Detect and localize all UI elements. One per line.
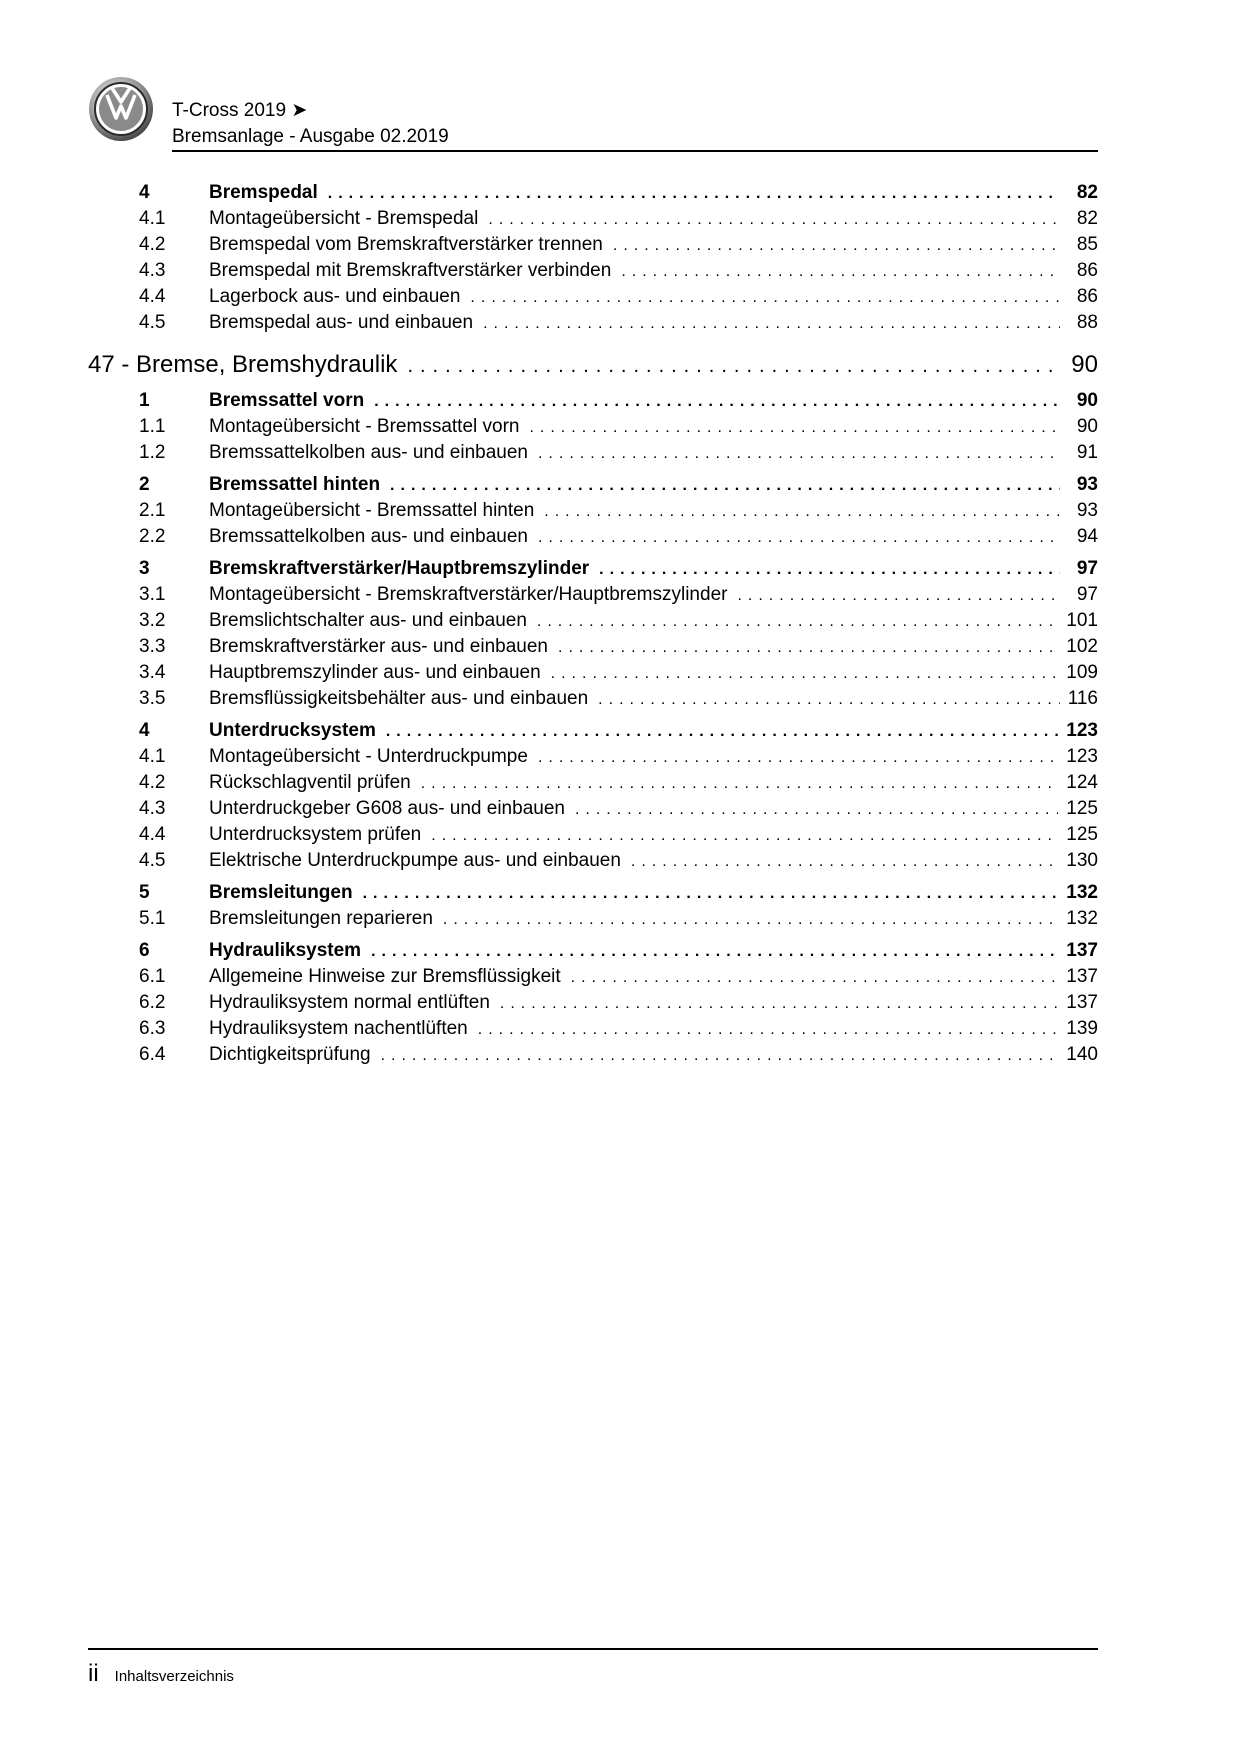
toc-page-number: 97 [1076, 584, 1098, 605]
toc-leader-dots [529, 415, 1060, 441]
toc-entry[interactable] [88, 660, 1098, 686]
toc-entry[interactable] [88, 284, 1098, 310]
toc-number: 5 [139, 882, 150, 903]
toc-number: 4 [139, 182, 150, 203]
toc-page-number: 82 [1076, 208, 1098, 229]
toc-leader-dots [421, 771, 1059, 797]
toc-title: Bremsleitungen [209, 882, 353, 903]
toc-title: Montageübersicht - Bremssattel hinten [209, 500, 535, 521]
toc-leader-dots [538, 745, 1058, 771]
toc-leader-dots [571, 965, 1059, 991]
toc-number: 1.2 [139, 442, 166, 463]
toc-leader-dots [598, 687, 1060, 713]
toc-page-number: 123 [1066, 746, 1098, 767]
toc-leader-dots [381, 1043, 1059, 1069]
toc-entry[interactable] [88, 964, 1098, 990]
toc-title: Rückschlagventil prüfen [209, 772, 411, 793]
toc-page-number: 137 [1066, 966, 1098, 987]
toc-number: 4.5 [139, 850, 166, 871]
toc-page-number: 139 [1066, 1018, 1098, 1039]
toc-title: Bremsflüssigkeitsbehälter aus- und einbauen [209, 688, 589, 709]
toc-title: Hauptbremszylinder aus- und einbauen [209, 662, 541, 683]
toc-entry[interactable] [88, 608, 1098, 634]
header-model: T-Cross 2019 ➤ [172, 100, 308, 121]
toc-section[interactable] [88, 556, 1098, 582]
toc-number: 3.2 [139, 610, 166, 631]
toc-leader-dots [431, 823, 1058, 849]
toc-title: Unterdruckgeber G608 aus- und einbauen [209, 798, 565, 819]
toc-title: Montageübersicht - Unterdruckpumpe [209, 746, 528, 767]
toc-title: Bremspedal aus- und einbauen [209, 312, 474, 333]
toc-entry[interactable] [88, 414, 1098, 440]
toc-page-number: 125 [1066, 798, 1098, 819]
toc-entry[interactable] [88, 634, 1098, 660]
toc-leader-dots [363, 881, 1059, 907]
toc-section[interactable] [88, 938, 1098, 964]
toc-leader-dots [407, 349, 1060, 383]
toc-leader-dots [599, 557, 1060, 583]
toc-entry[interactable] [88, 1042, 1098, 1068]
toc-entry[interactable] [88, 440, 1098, 466]
toc-number: 4.2 [139, 234, 166, 255]
toc-number: 3.4 [139, 662, 166, 683]
header-manual-title: Bremsanlage - Ausgabe 02.2019 [172, 126, 449, 147]
toc-number: 1.1 [139, 416, 166, 437]
toc-title: Hydrauliksystem nachentlüften [209, 1018, 468, 1039]
toc-title: Bremskraftverstärker aus- und einbauen [209, 636, 548, 657]
toc-title: Hydrauliksystem normal entlüften [209, 992, 490, 1013]
toc-number: 5.1 [139, 908, 166, 929]
toc-title: Montageübersicht - Bremspedal [209, 208, 479, 229]
toc-title: Bremssattelkolben aus- und einbauen [209, 442, 528, 463]
toc-page-number: 102 [1066, 636, 1098, 657]
footer-divider [88, 1648, 1098, 1650]
toc-leader-dots [470, 285, 1060, 311]
toc-title: 47 - Bremse, Bremshydraulik [88, 351, 398, 378]
toc-title: Montageübersicht - Bremssattel vorn [209, 416, 520, 437]
toc-leader-dots [374, 389, 1060, 415]
toc-page-number: 101 [1066, 610, 1098, 631]
toc-entry[interactable] [88, 206, 1098, 232]
toc-title: Bremslichtschalter aus- und einbauen [209, 610, 527, 631]
toc-leader-dots [558, 635, 1058, 661]
toc-number: 1 [139, 390, 150, 411]
toc-entry[interactable] [88, 310, 1098, 336]
toc-page-number: 86 [1076, 286, 1098, 307]
toc-entry[interactable] [88, 770, 1098, 796]
toc-leader-dots [538, 441, 1060, 467]
toc-entry[interactable] [88, 686, 1098, 712]
toc-title: Bremssattel vorn [209, 390, 365, 411]
toc-number: 2 [139, 474, 150, 495]
toc-leader-dots [551, 661, 1059, 687]
toc-page-number: 140 [1066, 1044, 1098, 1065]
toc-leader-dots [575, 797, 1058, 823]
toc-number: 6.1 [139, 966, 166, 987]
toc-page-number: 93 [1076, 500, 1098, 521]
toc-title: Bremssattel hinten [209, 474, 381, 495]
toc-number: 3 [139, 558, 150, 579]
toc-number: 6.4 [139, 1044, 166, 1065]
toc-section[interactable] [88, 718, 1098, 744]
toc-page-number: 94 [1076, 526, 1098, 547]
header-text [172, 98, 449, 150]
toc-number: 4.3 [139, 798, 166, 819]
page-header [88, 66, 1098, 152]
toc-title: Elektrische Unterdruckpumpe aus- und einbauen [209, 850, 621, 871]
toc-chapter[interactable] [88, 348, 1098, 382]
toc-entry[interactable] [88, 744, 1098, 770]
toc-page-number: 124 [1066, 772, 1098, 793]
toc-number: 6 [139, 940, 150, 961]
toc-page-number: 109 [1066, 662, 1098, 683]
toc-leader-dots [621, 259, 1060, 285]
toc-number: 4.4 [139, 824, 166, 845]
toc-page-number: 90 [1071, 351, 1098, 378]
table-of-contents [88, 180, 1098, 1068]
toc-title: Bremskraftverstärker/Hauptbremszylinder [209, 558, 590, 579]
toc-entry[interactable] [88, 796, 1098, 822]
toc-entry[interactable] [88, 582, 1098, 608]
toc-number: 4.1 [139, 746, 166, 767]
toc-number: 4.5 [139, 312, 166, 333]
toc-leader-dots [631, 849, 1058, 875]
toc-entry[interactable] [88, 232, 1098, 258]
footer-page-number: ii [88, 1660, 99, 1687]
toc-page-number: 86 [1076, 260, 1098, 281]
toc-leader-dots [371, 939, 1058, 965]
toc-title: Unterdrucksystem [209, 720, 376, 741]
page-footer [88, 1648, 1098, 1688]
toc-leader-dots [386, 719, 1058, 745]
toc-leader-dots [478, 1017, 1059, 1043]
toc-number: 2.1 [139, 500, 166, 521]
toc-entry[interactable] [88, 524, 1098, 550]
toc-title: Montageübersicht - Bremskraftverstärker/Hauptbremszylinder [209, 584, 728, 605]
toc-leader-dots [328, 181, 1060, 207]
toc-leader-dots [538, 525, 1060, 551]
toc-page-number: 88 [1076, 312, 1098, 333]
header-divider [172, 150, 1098, 152]
toc-entry[interactable] [88, 906, 1098, 932]
toc-section[interactable] [88, 180, 1098, 206]
toc-title: Hydrauliksystem [209, 940, 362, 961]
toc-title: Unterdrucksystem prüfen [209, 824, 422, 845]
toc-leader-dots [537, 609, 1058, 635]
toc-leader-dots [737, 583, 1060, 609]
toc-page-number: 97 [1076, 558, 1098, 579]
toc-page-number: 90 [1076, 416, 1098, 437]
toc-page-number: 93 [1076, 474, 1098, 495]
toc-number: 3.5 [139, 688, 166, 709]
toc-title: Bremspedal vom Bremskraftverstärker trennen [209, 234, 603, 255]
toc-number: 3.3 [139, 636, 166, 657]
toc-leader-dots [483, 311, 1060, 337]
toc-leader-dots [488, 207, 1060, 233]
toc-section[interactable] [88, 472, 1098, 498]
toc-leader-dots [613, 233, 1060, 259]
toc-page-number: 85 [1076, 234, 1098, 255]
toc-entry[interactable] [88, 1016, 1098, 1042]
toc-title: Lagerbock aus- und einbauen [209, 286, 461, 307]
toc-number: 4 [139, 720, 150, 741]
toc-page-number: 137 [1066, 992, 1098, 1013]
toc-entry[interactable] [88, 498, 1098, 524]
toc-number: 4.3 [139, 260, 166, 281]
toc-page-number: 116 [1067, 688, 1098, 709]
toc-page-number: 82 [1076, 182, 1098, 203]
toc-number: 4.4 [139, 286, 166, 307]
toc-entry[interactable] [88, 822, 1098, 848]
toc-number: 2.2 [139, 526, 166, 547]
toc-page-number: 123 [1066, 720, 1098, 741]
toc-page-number: 125 [1066, 824, 1098, 845]
toc-number: 4.2 [139, 772, 166, 793]
toc-leader-dots [500, 991, 1058, 1017]
toc-number: 6.2 [139, 992, 166, 1013]
toc-title: Dichtigkeitsprüfung [209, 1044, 371, 1065]
toc-page-number: 90 [1076, 390, 1098, 411]
toc-page-number: 91 [1076, 442, 1098, 463]
footer-label: Inhaltsverzeichnis [114, 1668, 234, 1685]
toc-entry[interactable] [88, 848, 1098, 874]
toc-title: Bremssattelkolben aus- und einbauen [209, 526, 528, 547]
toc-section[interactable] [88, 880, 1098, 906]
toc-entry[interactable] [88, 990, 1098, 1016]
toc-leader-dots [544, 499, 1060, 525]
toc-title: Bremsleitungen reparieren [209, 908, 433, 929]
toc-leader-dots [390, 473, 1060, 499]
toc-number: 6.3 [139, 1018, 166, 1039]
toc-page-number: 137 [1066, 940, 1098, 961]
toc-title: Bremspedal [209, 182, 318, 203]
toc-title: Allgemeine Hinweise zur Bremsflüssigkeit [209, 966, 561, 987]
toc-number: 4.1 [139, 208, 166, 229]
toc-page-number: 130 [1066, 850, 1098, 871]
toc-title: Bremspedal mit Bremskraftverstärker verbinden [209, 260, 612, 281]
vw-logo-icon [88, 76, 154, 142]
toc-number: 3.1 [139, 584, 166, 605]
toc-entry[interactable] [88, 258, 1098, 284]
toc-leader-dots [443, 907, 1058, 933]
toc-section[interactable] [88, 388, 1098, 414]
toc-page-number: 132 [1066, 908, 1098, 929]
toc-page-number: 132 [1066, 882, 1098, 903]
